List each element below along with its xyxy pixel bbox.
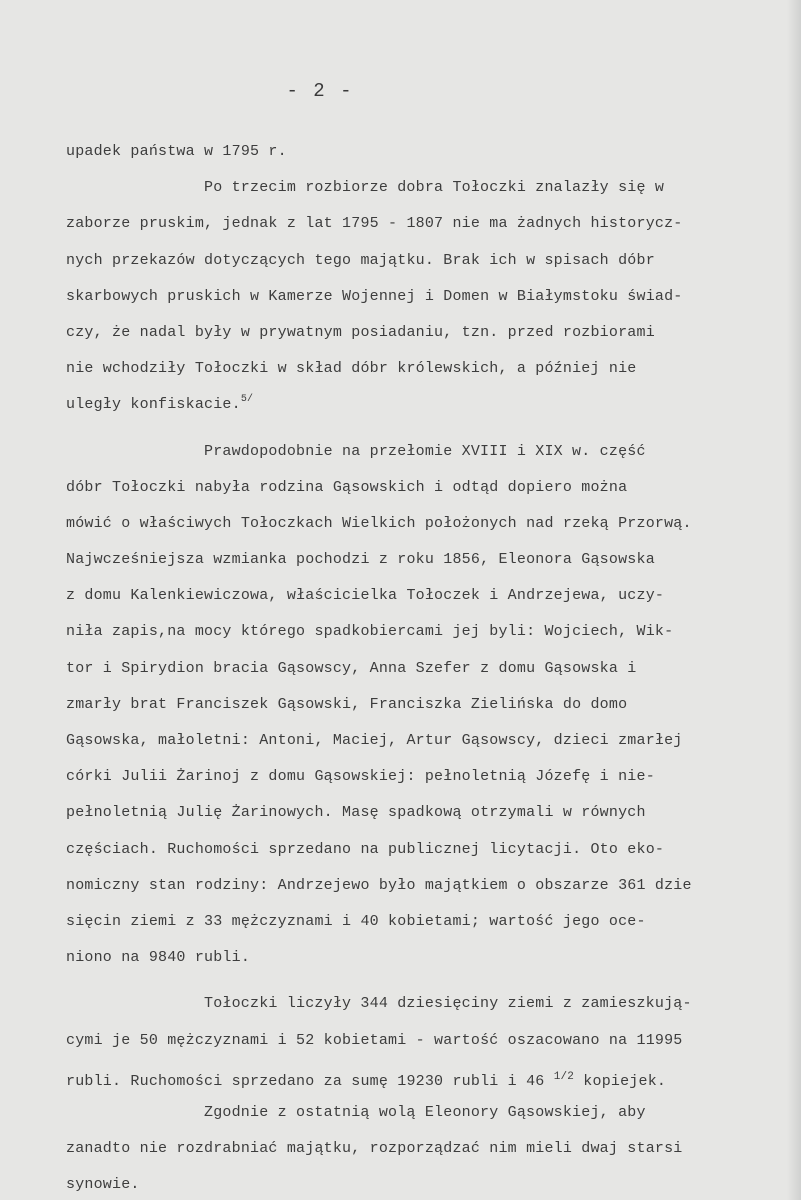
text-line: zaborze pruskim, jednak z lat 1795 - 1807 nie ma żadnych historycz- — [66, 215, 683, 233]
text-line: Gąsowska, małoletni: Antoni, Maciej, Artur Gąsowscy, dzieci zmarłej — [66, 732, 683, 749]
text-line: synowie. — [66, 1176, 140, 1194]
text-line-with-fraction — [66, 1059, 796, 1095]
page-number: - 2 - — [286, 80, 354, 102]
text-line: rubli. Ruchomości sprzedano za sumę 19230 rubli i 46 — [66, 1072, 545, 1090]
text-line: Prawdopodobnie na przełomie XVIII i XIX w. część — [204, 442, 646, 460]
text-line: nych przekazów dotyczących tego majątku. Brak ich w spisach dóbr — [66, 251, 655, 269]
text-line: upadek państwa w 1795 r. — [66, 143, 287, 160]
text-line: tor i Spirydion bracia Gąsowscy, Anna Szefer z domu Gąsowska i — [66, 659, 637, 677]
text-line: uległy konfiskacie. — [66, 396, 241, 414]
fraction: 1/2 — [553, 1070, 575, 1083]
text-line: Po trzecim rozbiorze dobra Tołoczki znalazły się w — [204, 179, 665, 197]
text-line: częściach. Ruchomości sprzedano na publicznej licytacji. Oto eko- — [66, 840, 665, 858]
text-line: zmarły brat Franciszek Gąsowski, Franciszka Zielińska do domo — [66, 695, 628, 713]
paragraph-gap — [66, 424, 796, 434]
text-line: czy, że nadal były w prywatnym posiadaniu, tzn. przed rozbiorami — [66, 323, 655, 341]
text-tail: kopiejek. — [583, 1072, 667, 1090]
text-line: pełnoletnią Julię Żarinowych. Masę spadkową otrzymali w równych — [66, 804, 646, 822]
text-line: Najwcześniejsza wzmianka pochodzi z roku 1856, Eleonora Gąsowska — [66, 551, 655, 569]
body-text — [66, 134, 796, 1200]
text-line: niła zapis,na mocy którego spadkobiercami jej byli: Wojciech, Wik- — [66, 623, 674, 641]
text-line: córki Julii Żarinoj z domu Gąsowskiej: pełnoletnią Józefę i nie- — [66, 768, 655, 786]
text-line: mówić o właściwych Tołoczkach Wielkich położonych nad rzeką Przorwą. — [66, 514, 692, 532]
text-line: nie wchodziły Tołoczki w skład dóbr królewskich, a później nie — [66, 360, 637, 378]
text-line: cymi je 50 mężczyznami i 52 kobietami - wartość oszacowano na 11995 — [66, 1031, 683, 1049]
text-line: dóbr Tołoczki nabyła rodzina Gąsowskich i odtąd dopiero można — [66, 478, 628, 496]
text-line: Tołoczki liczyły 344 dziesięciny ziemi z zamieszkują- — [204, 995, 692, 1013]
text-line: Zgodnie z ostatnią wolą Eleonory Gąsowskiej, aby — [204, 1103, 646, 1121]
text-line: z domu Kalenkiewiczowa, właścicielka Tołoczek i Andrzejewa, uczy- — [66, 587, 665, 605]
text-line-with-footnote — [66, 387, 796, 423]
text-line: niono na 9840 rubli. — [66, 949, 251, 967]
paragraph-gap — [66, 976, 796, 986]
footnote-marker: 5/ — [240, 394, 254, 406]
text-line: zanadto nie rozdrabniać majątku, rozporządzać nim mieli dwaj starsi — [66, 1140, 683, 1158]
text-line: sięcin ziemi z 33 mężczyznami i 40 kobietami; wartość jego oce- — [66, 912, 646, 930]
text-line: skarbowych pruskich w Kamerze Wojennej i Domen w Białymstoku świad- — [66, 287, 683, 305]
text-line: nomiczny stan rodziny: Andrzejewo było majątkiem o obszarze 361 dzie — [66, 876, 692, 894]
